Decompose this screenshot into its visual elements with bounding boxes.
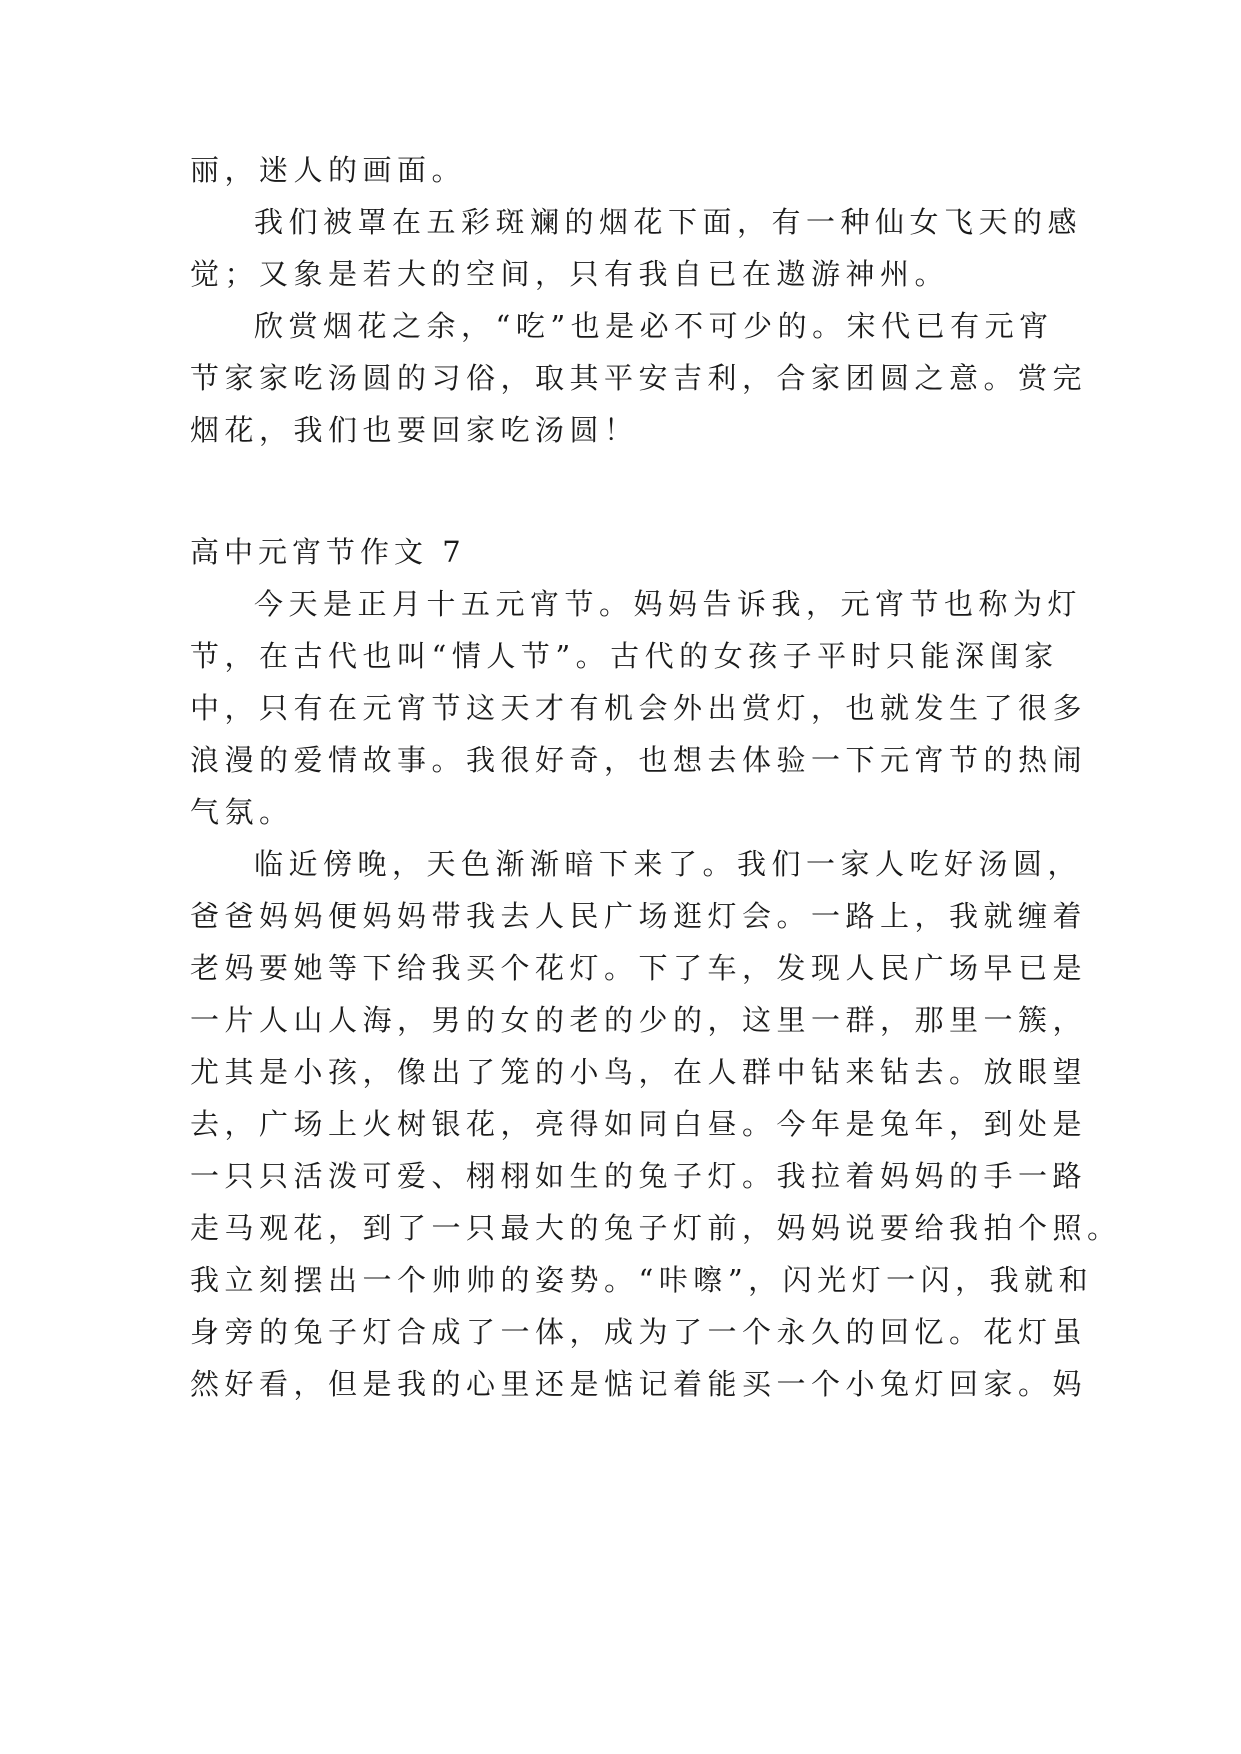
text-line: 身旁的兔子灯合成了一体，成为了一个永久的回忆。花灯虽: [190, 1315, 1088, 1349]
paragraph-first-line: 我们被罩在五彩斑斓的烟花下面，有一种仙女飞天的感: [254, 205, 1083, 239]
text-line: 去，广场上火树银花，亮得如同白昼。今年是兔年，到处是: [190, 1107, 1088, 1141]
text-line: 节家家吃汤圆的习俗，取其平安吉利，合家团圆之意。赏完: [190, 361, 1088, 395]
text-line: 一只只活泼可爱、栩栩如生的兔子灯。我拉着妈妈的手一路: [190, 1159, 1088, 1193]
text-line: 然好看，但是我的心里还是惦记着能买一个小兔灯回家。妈: [190, 1367, 1088, 1401]
text-line: 觉；又象是若大的空间，只有我自已在遨游神州。: [190, 257, 950, 291]
text-line: 一片人山人海，男的女的老的少的，这里一群，那里一簇，: [190, 1003, 1088, 1037]
text-line: 浪漫的爱情故事。我很好奇，也想去体验一下元宵节的热闹: [190, 743, 1088, 777]
text-line: 爸爸妈妈便妈妈带我去人民广场逛灯会。一路上，我就缠着: [190, 899, 1088, 933]
text-line: 气氛。: [190, 795, 294, 829]
text-line: 丽，迷人的画面。: [190, 153, 467, 187]
paragraph-first-line: 欣赏烟花之余，“吃”也是必不可少的。宋代已有元宵: [254, 309, 1054, 343]
text-line: 走马观花，到了一只最大的兔子灯前，妈妈说要给我拍个照。: [190, 1211, 1122, 1245]
paragraph-first-line: 今天是正月十五元宵节。妈妈告诉我，元宵节也称为灯: [254, 587, 1083, 621]
text-line: 节，在古代也叫“情人节”。古代的女孩子平时只能深闺家: [190, 639, 1059, 673]
text-line: 我立刻摆出一个帅帅的姿势。“咔嚓”，闪光灯一闪，我就和: [190, 1263, 1094, 1297]
text-line: 烟花，我们也要回家吃汤圆！: [190, 413, 639, 447]
text-line: 中，只有在元宵节这天才有机会外出赏灯，也就发生了很多: [190, 691, 1088, 725]
text-line: 尤其是小孩，像出了笼的小鸟，在人群中钻来钻去。放眼望: [190, 1055, 1088, 1089]
text-line: 老妈要她等下给我买个花灯。下了车，发现人民广场早已是: [190, 951, 1088, 985]
section-title: 高中元宵节作文 7: [190, 535, 466, 569]
paragraph-first-line: 临近傍晚，天色渐渐暗下来了。我们一家人吃好汤圆，: [254, 847, 1083, 881]
